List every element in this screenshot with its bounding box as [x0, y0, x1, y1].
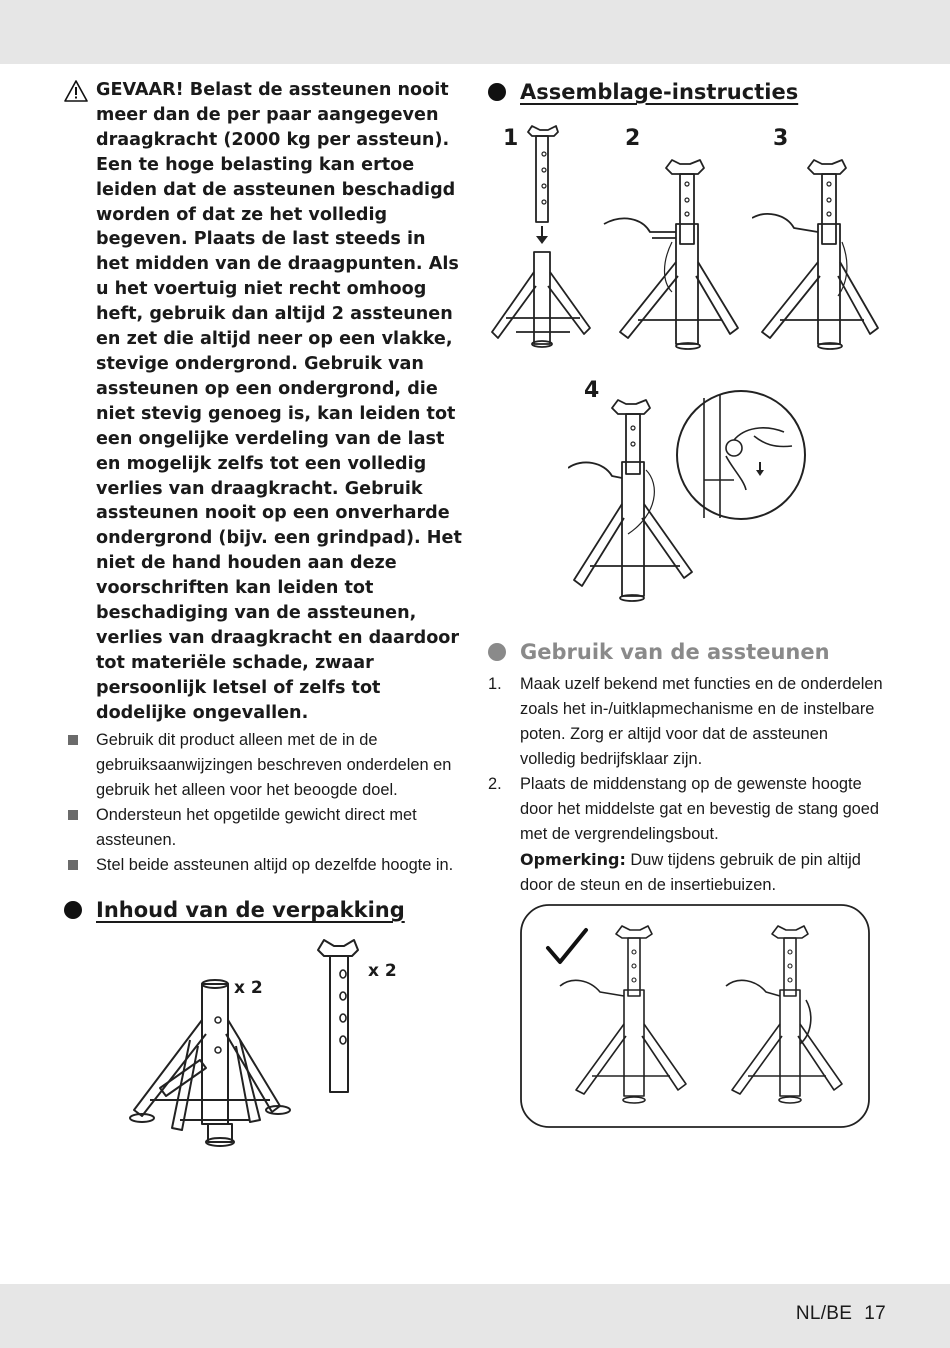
usage-steps	[488, 672, 888, 898]
square-bullet-icon	[68, 810, 78, 820]
base-quantity: x 2	[234, 978, 263, 998]
section-bullet-icon	[488, 643, 506, 661]
left-column	[64, 78, 464, 878]
page-number: 17	[864, 1303, 886, 1324]
assembly-heading: Assemblage-instructies	[488, 80, 798, 104]
warning-triangle-icon	[64, 80, 88, 102]
step-number-2: 2	[625, 126, 641, 151]
list-item: Ondersteun het opgetilde gewicht direct met assteunen.	[64, 803, 464, 853]
step-1-illustration	[486, 122, 596, 354]
danger-warning	[64, 78, 464, 726]
stand-post-illustration	[312, 936, 362, 1096]
language-code: NL/BE	[795, 1303, 853, 1324]
step-number-1: 1	[503, 126, 519, 151]
step-3-illustration	[752, 152, 882, 358]
step-2-illustration	[602, 152, 742, 358]
page-footer	[796, 1303, 886, 1325]
warning-text: GEVAAR! Belast de assteunen nooit meer dan de per paar aangegeven draagkracht (2000 kg per assteun). Een te hoge belasting kan ertoe leiden dat de assteunen beschadigd worden of dat ze het volledig begeven. Plaats de last steeds in het midden van de draagpunten. Als u het voertuig niet recht omhoog heft, gebruik dan altijd 2 assteunen en zet die altijd neer op een vlakke, stevige ondergrond. Gebruik van assteunen op een ondergrond, die niet stevig genoeg is, kan leiden tot een ongelijke verdeling van de last en mogelijk zelfs tot een volledig verlies van draagkracht. Gebruik assteunen nooit op een onverharde ondergrond (bijv. een grindpad). Het niet de hand houden aan deze voorschriften kan leiden tot beschadiging van de assteunen, verlies van draagkracht en daardoor tot materiële schade, zwaar persoonlijk letsel of zelfs tot dodelijke ongevallen.	[96, 80, 462, 723]
list-item: 1. Maak uzelf bekend met functies en de onderdelen zoals het in-/uitklapmechanisme en de instelbare poten. Zorg er altijd voor dat de assteunen volledig bedrijfsklaar zijn.	[488, 675, 883, 768]
section-bullet-icon	[488, 83, 506, 101]
list-item: 2. Plaats de middenstang op de gewenste hoogte door het middelste gat en bevestig de stang goed met de vergrendelingsbout. Opmerking: Duw tijdens gebruik de pin altijd door de steun en de insertiebuizen.	[488, 775, 880, 894]
pin-detail-illustration	[674, 388, 808, 522]
post-quantity: x 2	[368, 961, 397, 981]
note-label: Opmerking:	[520, 850, 626, 869]
list-item: Gebruik dit product alleen met de in de gebruiksaanwijzingen beschreven onderdelen en gebruik het alleen voor het beoogde doel.	[64, 728, 464, 803]
list-item: Stel beide assteunen altijd op dezelfde hoogte in.	[64, 853, 464, 878]
stand-base-illustration	[120, 960, 320, 1160]
top-band	[0, 0, 950, 64]
correct-usage-illustration	[520, 904, 872, 1130]
usage-heading: Gebruik van de assteunen	[488, 640, 830, 664]
step-number-4: 4	[584, 378, 600, 403]
square-bullet-icon	[68, 860, 78, 870]
safety-bullets	[64, 728, 464, 878]
note-text: Duw tijdens gebruik de pin altijd door de steun en de insertiebuizen.	[520, 851, 861, 894]
package-heading: Inhoud van de verpakking	[64, 898, 405, 922]
step-number-3: 3	[773, 126, 789, 151]
square-bullet-icon	[68, 735, 78, 745]
section-bullet-icon	[64, 901, 82, 919]
